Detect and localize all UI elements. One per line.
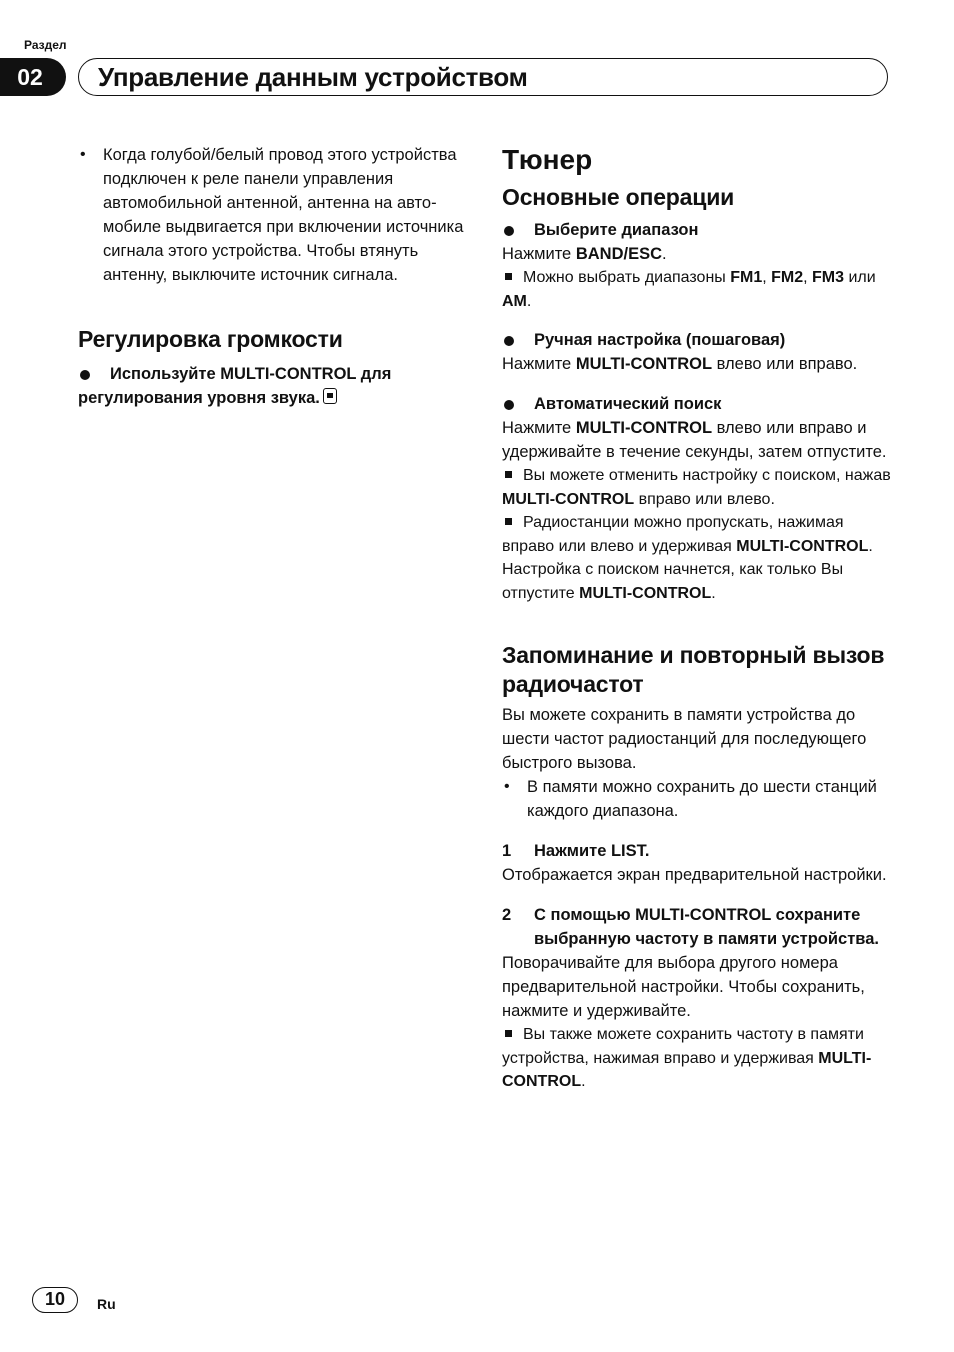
memory-note-end: . (581, 1073, 586, 1090)
memory-note-text: Вы также можете сохранить частоту в памяти устройства, нажимая вправо и удерживая (502, 1026, 864, 1067)
memory-step-2-text: С помощью MULTI-CONTROL сохраните выбранную частоту в памяти устройства. (534, 906, 879, 948)
memory-step-2 (502, 903, 892, 951)
bullet-disc-icon (504, 336, 514, 346)
bullet-disc-icon (504, 400, 514, 410)
auto-note2-end: . (711, 584, 716, 602)
band-step-text: Выберите диапазон (534, 221, 699, 239)
memory-bullet: • В памяти можно сохранить до шести станций каждого диапазона. (502, 775, 892, 823)
band-fm3: FM3 (812, 269, 844, 286)
auto-note1-key: MULTI-CONTROL (502, 490, 635, 508)
square-bullet-icon (505, 273, 512, 280)
page-title: Управление данным устройством (98, 62, 528, 92)
band-key: BAND/ESC (575, 245, 663, 263)
memory-step-1-desc: Отображается экран предварительной настройки. (502, 866, 887, 884)
manual-step (502, 328, 892, 352)
band-sep1: , (762, 269, 772, 286)
auto-note2-text: Радиостанции можно пропускать, нажимая вправо или влево и удерживая (502, 514, 844, 555)
auto-instruction (502, 416, 892, 464)
manual-key: MULTI-CONTROL (575, 355, 713, 373)
language-code: Ru (97, 1296, 116, 1312)
volume-step (78, 362, 470, 410)
auto-note2-mid: . Настройка с поиском начнется, как только Вы отпустите (502, 537, 873, 602)
auto-text-suffix: влево или вправо и удерживайте в течение секунды, затем отпустите. (502, 419, 887, 461)
manual-text-prefix: Нажмите (502, 355, 576, 373)
square-bullet-icon (505, 518, 512, 525)
auto-note2-key2: MULTI-CONTROL (579, 584, 712, 602)
volume-heading: Регулировка громкости (78, 326, 343, 352)
auto-key: MULTI-CONTROL (575, 419, 713, 437)
memory-note-key: MULTI-CONTROL (502, 1049, 872, 1090)
band-step (502, 218, 892, 242)
square-bullet-icon (505, 1030, 512, 1037)
auto-step (502, 392, 892, 416)
bullet-disc-icon (80, 370, 90, 380)
band-note-or: или (844, 269, 876, 286)
tuner-heading: Тюнер (502, 144, 593, 175)
memory-step-1-text: Нажмите LIST. (534, 842, 650, 860)
memory-step-2-desc: Поворачивайте для выбора другого номера предварительной настройки. Чтобы сохранить, нажмите и удерживайте. (502, 954, 865, 1020)
manual-instruction (502, 352, 892, 376)
auto-note-2 (502, 511, 892, 605)
memory-intro: Вы можете сохранить в памяти устройства до шести частот радиостанций для последующего быстрого вызова. (502, 706, 867, 772)
step-number: 1 (502, 842, 512, 860)
section-label: Раздел (24, 38, 67, 52)
right-column (502, 143, 892, 1094)
square-bullet-icon (505, 471, 512, 478)
bullet-disc-icon (504, 226, 514, 236)
band-note-text: Можно выбрать диапазоны (523, 269, 731, 286)
band-note-end: . (526, 292, 532, 310)
band-text-suffix: . (662, 245, 667, 263)
band-instruction (502, 242, 892, 266)
manual-text-suffix: влево или вправо. (712, 355, 858, 373)
section-number-badge: 02 (0, 58, 66, 96)
basic-operations-heading: Основные операции (502, 184, 735, 210)
memory-note (502, 1023, 892, 1094)
left-column (78, 143, 470, 410)
volume-step-text: Используйте MULTI-CONTROL для регулирования уровня звука. (78, 365, 392, 407)
band-note (502, 266, 892, 313)
page-number: 10 (32, 1287, 78, 1313)
band-fm1: FM1 (730, 269, 763, 286)
band-fm2: FM2 (771, 269, 804, 286)
auto-note2-key: MULTI-CONTROL (736, 537, 869, 555)
auto-text-prefix: Нажмите (502, 419, 576, 437)
band-text-prefix: Нажмите (502, 245, 576, 263)
manual-step-text: Ручная настройка (пошаговая) (534, 331, 786, 349)
band-sep2: , (803, 269, 812, 286)
antenna-note: • Когда голубой/белый провод этого устройства подключен к реле панели управления автомобильной антенной, антенна на автомобиле выдвигается при включении источника сигнала этого устройства. Чтобы втянуть антенну, выключите источник сигнала. (78, 143, 470, 287)
end-mark-icon (323, 388, 337, 404)
memory-heading: Запоминание и повторный вызов радиочастот (502, 642, 885, 697)
auto-note1-suffix: вправо или влево. (634, 490, 775, 508)
auto-note1-text: Вы можете отменить настройку с поиском, нажав (523, 467, 891, 484)
auto-step-text: Автоматический поиск (534, 395, 722, 413)
memory-step-1 (502, 839, 892, 863)
band-am: AM (502, 292, 527, 310)
auto-note-1 (502, 464, 892, 511)
step-number: 2 (502, 906, 512, 924)
